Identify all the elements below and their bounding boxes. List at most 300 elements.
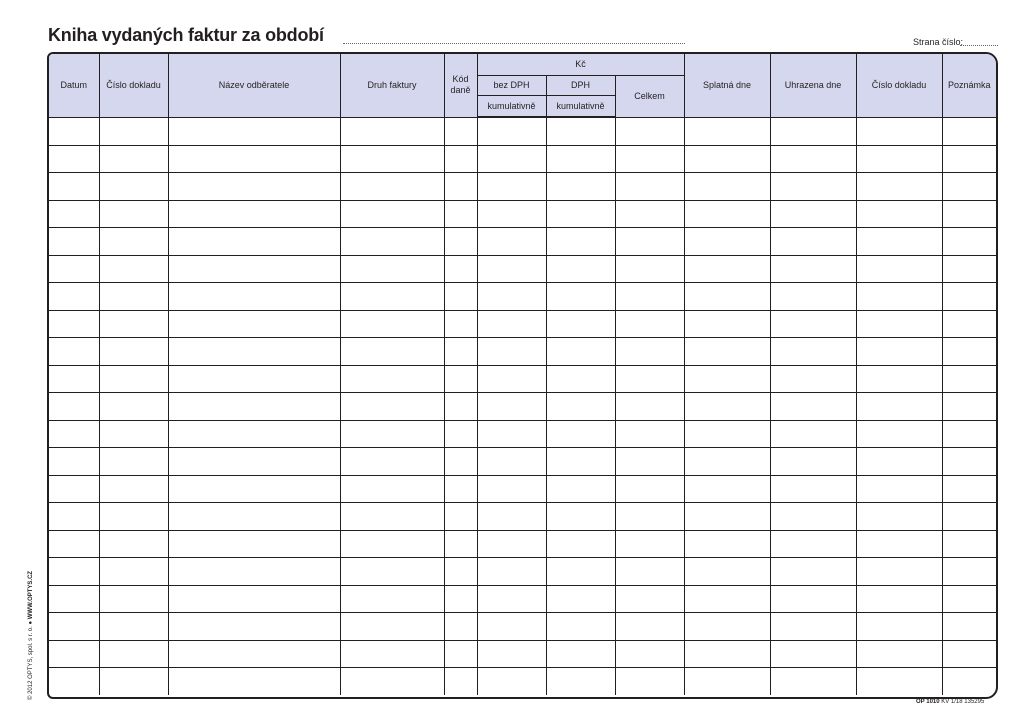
ledger-cell[interactable] (477, 613, 546, 641)
ledger-cell[interactable] (546, 365, 615, 393)
ledger-cell[interactable] (477, 640, 546, 668)
ledger-cell[interactable] (168, 310, 340, 338)
ledger-cell[interactable] (770, 228, 856, 256)
ledger-cell[interactable] (49, 475, 99, 503)
ledger-cell[interactable] (546, 310, 615, 338)
ledger-cell[interactable] (168, 420, 340, 448)
ledger-cell[interactable] (770, 117, 856, 145)
ledger-cell[interactable] (684, 475, 770, 503)
ledger-cell[interactable] (168, 117, 340, 145)
ledger-cell[interactable] (168, 613, 340, 641)
ledger-cell[interactable] (546, 145, 615, 173)
ledger-cell[interactable] (684, 310, 770, 338)
ledger-cell[interactable] (770, 255, 856, 283)
ledger-cell[interactable] (856, 117, 942, 145)
ledger-row (49, 420, 996, 448)
ledger-cell[interactable] (49, 448, 99, 476)
form-code-ref: KV 1/18 (941, 699, 963, 705)
ledger-cell[interactable] (615, 173, 684, 201)
ledger-cell[interactable] (99, 530, 168, 558)
col-header-bez-dph-kumulativne: kumulativně (477, 96, 546, 118)
ledger-cell[interactable] (684, 338, 770, 366)
ledger-cell[interactable] (340, 420, 444, 448)
ledger-cell[interactable] (942, 117, 996, 145)
ledger-cell[interactable] (546, 200, 615, 228)
ledger-row (49, 393, 996, 421)
ledger-cell[interactable] (340, 338, 444, 366)
page-number-label: Strana číslo: (913, 37, 964, 47)
ledger-cell[interactable] (477, 475, 546, 503)
ledger-cell[interactable] (546, 558, 615, 586)
ledger-row (49, 640, 996, 668)
ledger-cell[interactable] (615, 530, 684, 558)
ledger-cell[interactable] (615, 503, 684, 531)
ledger-cell[interactable] (477, 283, 546, 311)
form-code-num: 135295 (964, 699, 985, 705)
ledger-cell[interactable] (168, 365, 340, 393)
ledger-cell[interactable] (856, 585, 942, 613)
ledger-cell[interactable] (684, 117, 770, 145)
ledger-cell[interactable] (168, 200, 340, 228)
ledger-cell[interactable] (856, 640, 942, 668)
ledger-cell[interactable] (168, 668, 340, 695)
col-header-datum: Datum (49, 54, 99, 117)
ledger-cell[interactable] (770, 283, 856, 311)
ledger-cell[interactable] (546, 338, 615, 366)
ledger-cell[interactable] (99, 338, 168, 366)
ledger-cell[interactable] (444, 228, 477, 256)
publisher-website: WWW.OPTYS.CZ (28, 570, 34, 620)
ledger-cell[interactable] (546, 475, 615, 503)
ledger-cell[interactable] (856, 420, 942, 448)
ledger-cell[interactable] (477, 503, 546, 531)
ledger-cell[interactable] (340, 613, 444, 641)
ledger-cell[interactable] (444, 475, 477, 503)
ledger-header (49, 54, 996, 117)
ledger-cell[interactable] (477, 393, 546, 421)
ledger-cell[interactable] (684, 585, 770, 613)
ledger-cell[interactable] (770, 145, 856, 173)
ledger-cell[interactable] (856, 613, 942, 641)
ledger-row (49, 558, 996, 586)
ledger-cell[interactable] (615, 255, 684, 283)
ledger-cell[interactable] (856, 173, 942, 201)
ledger-cell[interactable] (99, 558, 168, 586)
ledger-row (49, 613, 996, 641)
ledger-cell[interactable] (477, 585, 546, 613)
ledger-cell[interactable] (770, 585, 856, 613)
ledger-cell[interactable] (49, 200, 99, 228)
ledger-cell[interactable] (340, 640, 444, 668)
ledger-cell[interactable] (477, 228, 546, 256)
ledger-cell[interactable] (444, 117, 477, 145)
ledger-cell[interactable] (615, 145, 684, 173)
ledger-cell[interactable] (168, 173, 340, 201)
ledger-cell[interactable] (546, 393, 615, 421)
col-header-bez-dph: bez DPH (477, 76, 546, 96)
ledger-cell[interactable] (770, 475, 856, 503)
ledger-cell[interactable] (942, 228, 996, 256)
ledger-body (49, 117, 996, 695)
ledger-cell[interactable] (546, 503, 615, 531)
ledger-cell[interactable] (770, 668, 856, 695)
ledger-cell[interactable] (615, 283, 684, 311)
ledger-cell[interactable] (546, 173, 615, 201)
ledger-cell[interactable] (942, 668, 996, 695)
ledger-cell[interactable] (49, 283, 99, 311)
ledger-cell[interactable] (770, 200, 856, 228)
ledger-cell[interactable] (856, 310, 942, 338)
ledger-cell[interactable] (615, 585, 684, 613)
form-code (916, 699, 984, 705)
ledger-cell[interactable] (49, 640, 99, 668)
ledger-cell[interactable] (770, 503, 856, 531)
ledger-cell[interactable] (770, 558, 856, 586)
ledger-cell[interactable] (340, 228, 444, 256)
col-header-uhrazena-dne: Uhrazena dne (770, 54, 856, 117)
ledger-cell[interactable] (168, 393, 340, 421)
ledger-cell[interactable] (615, 310, 684, 338)
col-header-splatna-dne: Splatná dne (684, 54, 770, 117)
ledger-cell[interactable] (168, 503, 340, 531)
ledger-cell[interactable] (684, 393, 770, 421)
ledger-cell[interactable] (770, 613, 856, 641)
ledger-cell[interactable] (856, 530, 942, 558)
ledger-cell[interactable] (444, 613, 477, 641)
ledger-cell[interactable] (340, 200, 444, 228)
ledger-cell[interactable] (684, 613, 770, 641)
ledger-cell[interactable] (99, 668, 168, 695)
ledger-cell[interactable] (856, 200, 942, 228)
ledger-cell[interactable] (99, 585, 168, 613)
ledger-cell[interactable] (49, 173, 99, 201)
ledger-cell[interactable] (770, 173, 856, 201)
ledger-cell[interactable] (49, 668, 99, 695)
ledger-cell[interactable] (477, 530, 546, 558)
ledger-cell[interactable] (99, 145, 168, 173)
ledger-cell[interactable] (684, 558, 770, 586)
document-title: Kniha vydaných faktur za období (48, 25, 324, 45)
ledger-cell[interactable] (444, 420, 477, 448)
ledger-cell[interactable] (942, 640, 996, 668)
ledger-cell[interactable] (770, 338, 856, 366)
ledger-cell[interactable] (684, 448, 770, 476)
ledger-cell[interactable] (942, 530, 996, 558)
ledger-cell[interactable] (684, 173, 770, 201)
ledger-cell[interactable] (477, 310, 546, 338)
ledger-row (49, 668, 996, 695)
ledger-cell[interactable] (49, 310, 99, 338)
ledger-cell[interactable] (546, 613, 615, 641)
ledger-cell[interactable] (856, 393, 942, 421)
ledger-cell[interactable] (99, 255, 168, 283)
ledger-cell[interactable] (444, 338, 477, 366)
ledger-cell[interactable] (99, 503, 168, 531)
ledger-cell[interactable] (168, 558, 340, 586)
ledger-cell[interactable] (942, 200, 996, 228)
col-header-kod-dane: Kód daně (444, 54, 477, 117)
ledger-row (49, 145, 996, 173)
ledger-cell[interactable] (856, 338, 942, 366)
ledger-cell[interactable] (168, 640, 340, 668)
ledger-cell[interactable] (99, 640, 168, 668)
ledger-cell[interactable] (684, 503, 770, 531)
ledger-cell[interactable] (942, 283, 996, 311)
ledger-cell[interactable] (942, 310, 996, 338)
title-fill-line (343, 43, 685, 44)
ledger-cell[interactable] (477, 117, 546, 145)
col-header-celkem: Celkem (615, 76, 684, 118)
ledger-cell[interactable] (444, 530, 477, 558)
ledger-cell[interactable] (49, 255, 99, 283)
ledger-cell[interactable] (49, 530, 99, 558)
ledger-cell[interactable] (856, 255, 942, 283)
copyright-text: © 2012 OPTYS, spol. s r. o. (28, 626, 34, 700)
ledger-cell[interactable] (340, 393, 444, 421)
ledger-cell[interactable] (546, 585, 615, 613)
ledger-row (49, 530, 996, 558)
ledger-cell[interactable] (942, 145, 996, 173)
invoice-ledger-table (49, 54, 996, 695)
ledger-cell[interactable] (49, 228, 99, 256)
ledger-row (49, 228, 996, 256)
ledger-cell[interactable] (168, 585, 340, 613)
ledger-cell[interactable] (49, 145, 99, 173)
ledger-cell[interactable] (684, 365, 770, 393)
ledger-row (49, 255, 996, 283)
ledger-cell[interactable] (340, 585, 444, 613)
ledger-cell[interactable] (684, 145, 770, 173)
ledger-cell[interactable] (615, 117, 684, 145)
ledger-cell[interactable] (444, 145, 477, 173)
ledger-cell[interactable] (615, 200, 684, 228)
ledger-cell[interactable] (168, 530, 340, 558)
ledger-cell[interactable] (168, 145, 340, 173)
ledger-cell[interactable] (942, 365, 996, 393)
ledger-cell[interactable] (99, 613, 168, 641)
ledger-cell[interactable] (444, 558, 477, 586)
ledger-cell[interactable] (856, 283, 942, 311)
ledger-cell[interactable] (477, 668, 546, 695)
ledger-cell[interactable] (340, 365, 444, 393)
ledger-row (49, 338, 996, 366)
ledger-cell[interactable] (444, 173, 477, 201)
col-header-dph: DPH (546, 76, 615, 96)
ledger-cell[interactable] (546, 117, 615, 145)
ledger-cell[interactable] (684, 200, 770, 228)
ledger-cell[interactable] (770, 448, 856, 476)
ledger-cell[interactable] (49, 503, 99, 531)
publisher-imprint (28, 571, 34, 700)
ledger-cell[interactable] (615, 365, 684, 393)
ledger-cell[interactable] (546, 420, 615, 448)
ledger-cell[interactable] (444, 255, 477, 283)
col-header-cislo-dokladu-2: Číslo dokladu (856, 54, 942, 117)
ledger-cell[interactable] (340, 448, 444, 476)
ledger-cell[interactable] (340, 173, 444, 201)
ledger-row (49, 200, 996, 228)
ledger-cell[interactable] (340, 117, 444, 145)
ledger-cell[interactable] (477, 255, 546, 283)
ledger-cell[interactable] (546, 640, 615, 668)
ledger-cell[interactable] (615, 393, 684, 421)
ledger-cell[interactable] (942, 585, 996, 613)
ledger-cell[interactable] (477, 338, 546, 366)
ledger-cell[interactable] (477, 365, 546, 393)
ledger-cell[interactable] (684, 283, 770, 311)
ledger-cell[interactable] (942, 255, 996, 283)
ledger-cell[interactable] (477, 448, 546, 476)
ledger-cell[interactable] (340, 255, 444, 283)
ledger-cell[interactable] (546, 530, 615, 558)
imprint-bullet: ● (28, 620, 34, 625)
ledger-cell[interactable] (942, 558, 996, 586)
ledger-cell[interactable] (340, 503, 444, 531)
ledger-cell[interactable] (444, 640, 477, 668)
ledger-cell[interactable] (856, 145, 942, 173)
ledger-cell[interactable] (168, 255, 340, 283)
ledger-cell[interactable] (49, 585, 99, 613)
ledger-cell[interactable] (340, 530, 444, 558)
page-number-fill-line (960, 45, 998, 46)
ledger-cell[interactable] (684, 255, 770, 283)
ledger-cell[interactable] (684, 530, 770, 558)
ledger-cell[interactable] (546, 283, 615, 311)
ledger-cell[interactable] (49, 420, 99, 448)
ledger-cell[interactable] (546, 668, 615, 695)
ledger-cell[interactable] (444, 310, 477, 338)
ledger-cell[interactable] (856, 503, 942, 531)
ledger-cell[interactable] (99, 393, 168, 421)
ledger-cell[interactable] (340, 283, 444, 311)
ledger-cell[interactable] (546, 228, 615, 256)
col-header-cislo-dokladu: Číslo dokladu (99, 54, 168, 117)
ledger-cell[interactable] (546, 255, 615, 283)
ledger-cell[interactable] (444, 448, 477, 476)
ledger-cell[interactable] (99, 448, 168, 476)
ledger-cell[interactable] (942, 475, 996, 503)
ledger-cell[interactable] (168, 448, 340, 476)
ledger-cell[interactable] (49, 338, 99, 366)
ledger-cell[interactable] (856, 448, 942, 476)
ledger-cell[interactable] (615, 338, 684, 366)
ledger-cell[interactable] (942, 338, 996, 366)
ledger-cell[interactable] (942, 173, 996, 201)
col-header-kc: Kč (477, 54, 684, 76)
ledger-cell[interactable] (49, 558, 99, 586)
ledger-row (49, 310, 996, 338)
ledger-cell[interactable] (942, 420, 996, 448)
ledger-cell[interactable] (444, 585, 477, 613)
ledger-cell[interactable] (615, 475, 684, 503)
ledger-cell[interactable] (444, 283, 477, 311)
ledger-cell[interactable] (168, 283, 340, 311)
ledger-cell[interactable] (99, 200, 168, 228)
ledger-cell[interactable] (684, 668, 770, 695)
ledger-cell[interactable] (340, 310, 444, 338)
ledger-cell[interactable] (770, 310, 856, 338)
ledger-cell[interactable] (168, 475, 340, 503)
ledger-cell[interactable] (615, 448, 684, 476)
ledger-cell[interactable] (615, 420, 684, 448)
ledger-cell[interactable] (942, 613, 996, 641)
ledger-cell[interactable] (168, 338, 340, 366)
ledger-cell[interactable] (340, 475, 444, 503)
ledger-cell[interactable] (770, 530, 856, 558)
ledger-cell[interactable] (477, 145, 546, 173)
ledger-cell[interactable] (49, 117, 99, 145)
ledger-cell[interactable] (942, 448, 996, 476)
ledger-cell[interactable] (856, 365, 942, 393)
ledger-cell[interactable] (99, 228, 168, 256)
ledger-row (49, 173, 996, 201)
ledger-cell[interactable] (444, 393, 477, 421)
ledger-cell[interactable] (99, 420, 168, 448)
col-header-dph-kumulativne: kumulativně (546, 96, 615, 118)
ledger-cell[interactable] (49, 365, 99, 393)
ledger-cell[interactable] (99, 365, 168, 393)
ledger-cell[interactable] (99, 475, 168, 503)
ledger-cell[interactable] (856, 475, 942, 503)
ledger-cell[interactable] (340, 668, 444, 695)
ledger-cell[interactable] (477, 173, 546, 201)
ledger-cell[interactable] (942, 393, 996, 421)
ledger-cell[interactable] (477, 200, 546, 228)
ledger-row (49, 475, 996, 503)
ledger-row (49, 117, 996, 145)
ledger-cell[interactable] (444, 200, 477, 228)
ledger-cell[interactable] (856, 558, 942, 586)
ledger-cell[interactable] (168, 228, 340, 256)
ledger-cell[interactable] (856, 228, 942, 256)
ledger-cell[interactable] (99, 117, 168, 145)
ledger-cell[interactable] (684, 640, 770, 668)
ledger-cell[interactable] (99, 310, 168, 338)
col-header-nazev-odberatele: Název odběratele (168, 54, 340, 117)
ledger-cell[interactable] (444, 365, 477, 393)
ledger-row (49, 585, 996, 613)
ledger-row (49, 503, 996, 531)
ledger-cell[interactable] (340, 145, 444, 173)
ledger-cell[interactable] (99, 283, 168, 311)
ledger-cell[interactable] (684, 420, 770, 448)
ledger-cell[interactable] (615, 613, 684, 641)
ledger-cell[interactable] (770, 420, 856, 448)
ledger-cell[interactable] (615, 558, 684, 586)
ledger-frame (47, 52, 998, 699)
ledger-cell[interactable] (684, 228, 770, 256)
ledger-cell[interactable] (615, 228, 684, 256)
ledger-cell[interactable] (49, 393, 99, 421)
ledger-cell[interactable] (770, 365, 856, 393)
ledger-cell[interactable] (942, 503, 996, 531)
ledger-cell[interactable] (477, 420, 546, 448)
ledger-cell[interactable] (770, 640, 856, 668)
ledger-cell[interactable] (546, 448, 615, 476)
ledger-row (49, 448, 996, 476)
ledger-cell[interactable] (444, 668, 477, 695)
col-header-druh-faktury: Druh faktury (340, 54, 444, 117)
ledger-cell[interactable] (444, 503, 477, 531)
ledger-cell[interactable] (99, 173, 168, 201)
ledger-cell[interactable] (615, 668, 684, 695)
ledger-cell[interactable] (49, 613, 99, 641)
ledger-cell[interactable] (856, 668, 942, 695)
ledger-cell[interactable] (477, 558, 546, 586)
ledger-cell[interactable] (615, 640, 684, 668)
ledger-cell[interactable] (770, 393, 856, 421)
ledger-cell[interactable] (340, 558, 444, 586)
